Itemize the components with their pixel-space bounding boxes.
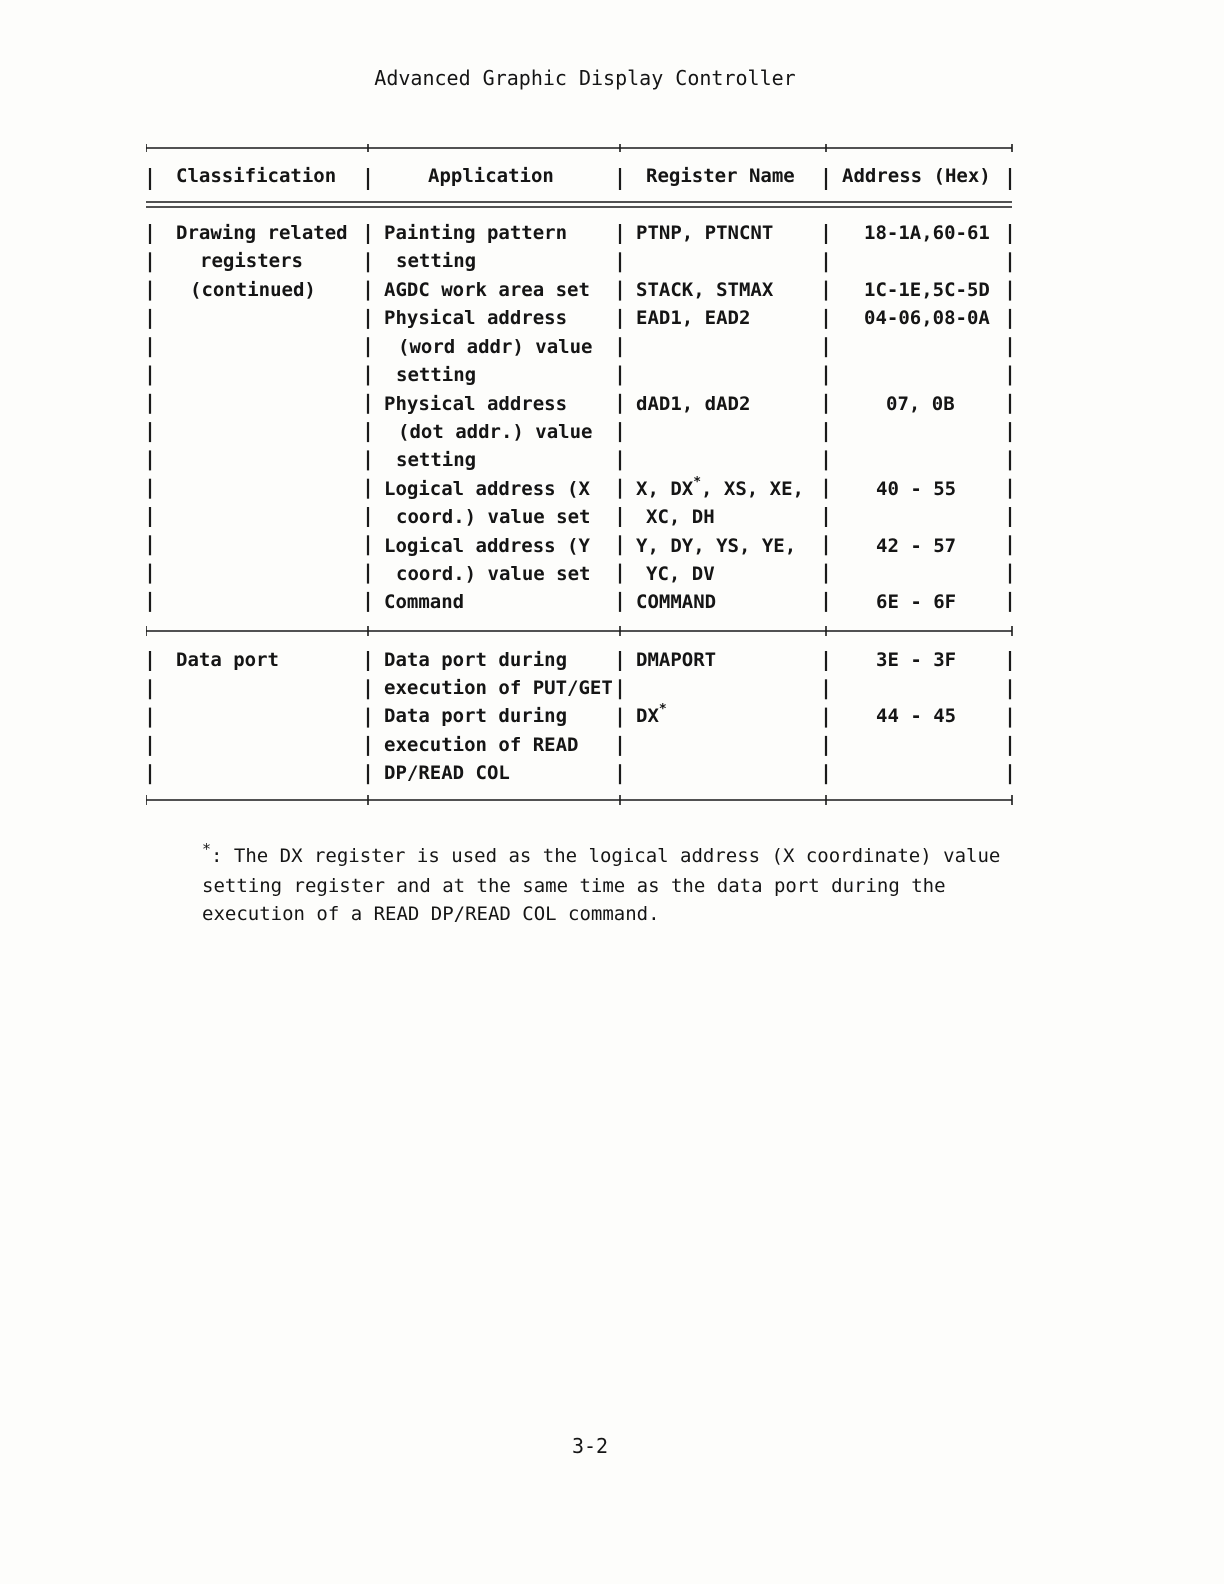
address-value: 40 - 55 — [876, 478, 957, 500]
register-name: STACK, STMAX — [636, 279, 774, 301]
classification-line: Data port — [176, 649, 279, 671]
address-value: 07, 0B — [886, 393, 955, 415]
asterisk-mark: * — [658, 702, 667, 717]
header-address: Address (Hex) — [842, 165, 991, 187]
register-name — [636, 475, 804, 507]
asterisk-mark: * — [693, 475, 702, 490]
application-line: Painting pattern — [384, 222, 568, 244]
application-line: Physical address — [384, 393, 568, 415]
application-line: execution of READ — [384, 734, 579, 756]
register-name — [636, 702, 667, 734]
address-value: 6E - 6F — [876, 591, 957, 613]
register-name: dAD1, dAD2 — [636, 393, 751, 415]
address-value: 04-06,08-0A — [864, 307, 990, 329]
application-line: execution of PUT/GET — [384, 677, 613, 699]
header-register-name: Register Name — [646, 165, 795, 187]
page-number: 3-2 — [571, 1434, 609, 1458]
classification-line: Drawing related — [176, 222, 348, 244]
footnote-line — [202, 842, 1022, 872]
address-value: 18-1A,60-61 — [864, 222, 990, 244]
footnote-mark: * — [202, 840, 212, 858]
register-part: X, DX — [636, 478, 694, 500]
header-classification: Classification — [176, 165, 337, 187]
register-part: , XS, XE, — [701, 478, 804, 500]
application-line: AGDC work area set — [384, 279, 590, 301]
register-part: DX — [636, 705, 659, 727]
application-line: Command — [384, 591, 465, 613]
address-value: 42 - 57 — [876, 535, 957, 557]
application-line: coord.) value set — [396, 563, 591, 585]
classification-line: (continued) — [190, 279, 316, 301]
register-name: Y, DY, YS, YE, — [636, 535, 797, 557]
register-name: COMMAND — [636, 591, 717, 613]
footnote-line: setting register and at the same time as the data port during the — [202, 874, 946, 897]
footnote-line: execution of a READ DP/READ COL command. — [202, 903, 660, 925]
register-table — [146, 144, 1014, 806]
page-title: Advanced Graphic Display Controller — [374, 66, 796, 90]
application-line: Physical address — [384, 307, 568, 329]
application-line: DP/READ COL — [384, 762, 510, 784]
header-application: Application — [428, 165, 554, 187]
register-name: EAD1, EAD2 — [636, 307, 751, 329]
application-line: setting — [396, 449, 477, 471]
application-line: (dot addr.) value — [398, 421, 593, 443]
application-line: setting — [396, 364, 477, 386]
register-name: YC, DV — [646, 563, 715, 585]
footnote — [202, 842, 1022, 929]
application-line: Data port during — [384, 705, 568, 727]
application-line: Data port during — [384, 649, 568, 671]
address-value: 44 - 45 — [876, 705, 957, 727]
application-line: setting — [396, 250, 477, 272]
register-name: XC, DH — [646, 506, 715, 528]
application-line: (word addr) value — [398, 336, 593, 358]
footnote-text: : The DX register is used as the logical address (X coordinate) value — [211, 845, 1001, 867]
address-value: 3E - 3F — [876, 649, 957, 671]
application-line: Logical address (Y — [384, 535, 590, 557]
application-line: Logical address (X — [384, 478, 590, 500]
classification-line: registers — [200, 250, 303, 272]
application-line: coord.) value set — [396, 506, 591, 528]
register-name: DMAPORT — [636, 649, 717, 671]
register-name: PTNP, PTNCNT — [636, 222, 774, 244]
address-value: 1C-1E,5C-5D — [864, 279, 990, 301]
